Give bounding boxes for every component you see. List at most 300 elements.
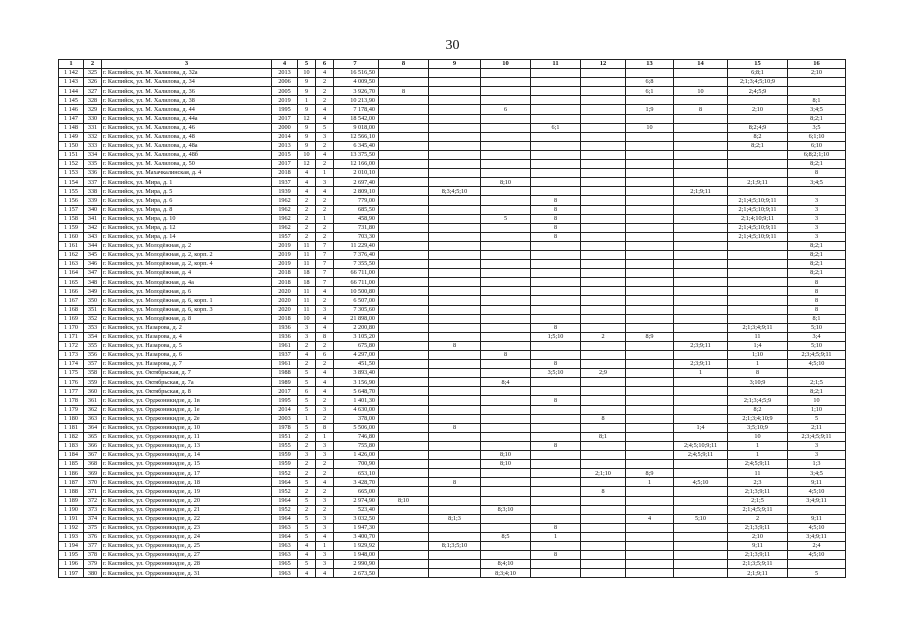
table-cell: [626, 551, 674, 560]
table-cell: [581, 296, 626, 305]
table-cell: 376: [84, 532, 102, 541]
table-cell: 1962: [272, 223, 298, 232]
table-cell: 1964: [272, 496, 298, 505]
table-row: [59, 551, 846, 560]
table-cell: [626, 341, 674, 350]
table-cell: 327: [84, 87, 102, 96]
table-cell: [429, 432, 481, 441]
table-cell: 1 142: [59, 69, 84, 78]
table-cell: 3: [788, 441, 846, 450]
column-header: 11: [531, 60, 581, 69]
table-cell: [481, 514, 531, 523]
table-cell: 4: [298, 178, 316, 187]
table-cell: [429, 505, 481, 514]
table-cell: [626, 287, 674, 296]
table-row: [59, 150, 846, 159]
table-cell: 8;4;10: [481, 560, 531, 569]
table-cell: [674, 114, 728, 123]
table-row: [59, 96, 846, 105]
column-header: 7: [334, 60, 379, 69]
table-cell: 3: [788, 214, 846, 223]
table-row: [59, 323, 846, 332]
table-cell: 363: [84, 414, 102, 423]
table-cell: 1963: [272, 541, 298, 550]
table-cell: 1;10: [788, 405, 846, 414]
table-cell: 1 181: [59, 423, 84, 432]
table-row: [59, 223, 846, 232]
table-cell: 2: [298, 469, 316, 478]
table-cell: 1 173: [59, 351, 84, 360]
table-cell: [379, 69, 429, 78]
table-cell: 369: [84, 469, 102, 478]
table-cell: [788, 87, 846, 96]
table-cell: 1 147: [59, 114, 84, 123]
table-cell: [379, 569, 429, 578]
table-cell: 2017: [272, 160, 298, 169]
table-row: [59, 469, 846, 478]
table-cell: [626, 441, 674, 450]
table-cell: 5: [298, 532, 316, 541]
table-cell: 6;10: [788, 141, 846, 150]
table-cell: г. Каспийск, ул. Молодёжная, д. 6, корп. 3: [102, 305, 272, 314]
table-cell: [728, 96, 788, 105]
table-cell: [481, 96, 531, 105]
table-cell: [481, 114, 531, 123]
table-cell: [674, 387, 728, 396]
table-row: [59, 141, 846, 150]
table-cell: г. Каспийск, ул. Назарова, д. 2: [102, 323, 272, 332]
table-cell: 370: [84, 478, 102, 487]
table-cell: 1: [728, 360, 788, 369]
table-row: [59, 378, 846, 387]
table-cell: [379, 378, 429, 387]
column-header: 5: [298, 60, 316, 69]
table-cell: 2;1;4;5;10;9;11: [728, 205, 788, 214]
table-cell: 8: [531, 196, 581, 205]
table-cell: 1951: [272, 432, 298, 441]
table-cell: [481, 369, 531, 378]
table-cell: [429, 469, 481, 478]
table-cell: 8: [316, 423, 334, 432]
table-cell: [429, 323, 481, 332]
table-cell: 5;10: [788, 323, 846, 332]
table-cell: [379, 260, 429, 269]
table-cell: 12 566,10: [334, 132, 379, 141]
table-cell: [379, 387, 429, 396]
table-cell: [626, 396, 674, 405]
table-cell: [674, 523, 728, 532]
table-cell: [626, 387, 674, 396]
table-cell: 9;11: [788, 478, 846, 487]
table-cell: 3: [788, 223, 846, 232]
table-cell: [379, 469, 429, 478]
table-cell: [626, 278, 674, 287]
table-cell: 3: [788, 196, 846, 205]
table-cell: 2 200,80: [334, 323, 379, 332]
table-cell: 1 193: [59, 532, 84, 541]
table-cell: 2003: [272, 414, 298, 423]
table-cell: 1 177: [59, 387, 84, 396]
table-cell: 2;1;4;5;10;9;11: [728, 232, 788, 241]
table-row: [59, 178, 846, 187]
table-cell: [379, 423, 429, 432]
table-cell: г. Каспийск, ул. М. Халилова, д. 48: [102, 132, 272, 141]
table-cell: [581, 250, 626, 259]
table-cell: [429, 441, 481, 450]
table-row: [59, 396, 846, 405]
table-cell: [379, 351, 429, 360]
table-cell: 3: [316, 523, 334, 532]
table-row: [59, 269, 846, 278]
table-cell: 5: [298, 369, 316, 378]
table-cell: 2;1;3;9;11: [728, 551, 788, 560]
table-cell: [728, 250, 788, 259]
table-cell: 1955: [272, 441, 298, 450]
table-cell: 358: [84, 369, 102, 378]
table-cell: 2020: [272, 296, 298, 305]
table-row: [59, 296, 846, 305]
table-cell: [626, 169, 674, 178]
table-cell: 1 161: [59, 241, 84, 250]
table-cell: [728, 169, 788, 178]
column-header: 10: [481, 60, 531, 69]
table-cell: 2;1;3;4;9;11: [728, 323, 788, 332]
table-cell: г. Каспийск, ул. Мира, д. 6: [102, 196, 272, 205]
table-cell: [481, 169, 531, 178]
table-cell: [626, 505, 674, 514]
table-cell: 3: [316, 178, 334, 187]
table-cell: 1 155: [59, 187, 84, 196]
table-cell: 8;2;1: [788, 250, 846, 259]
table-cell: [379, 169, 429, 178]
table-cell: 1: [531, 532, 581, 541]
table-cell: 2: [316, 396, 334, 405]
table-cell: 1964: [272, 514, 298, 523]
table-cell: [626, 114, 674, 123]
table-row: [59, 278, 846, 287]
table-cell: г. Каспийск, ул. Молодёжная, д. 2, корп. 2: [102, 250, 272, 259]
table-cell: 332: [84, 132, 102, 141]
table-cell: [674, 487, 728, 496]
table-cell: 1: [316, 541, 334, 550]
table-cell: [788, 78, 846, 87]
table-cell: [429, 223, 481, 232]
table-cell: 1 163: [59, 260, 84, 269]
table-cell: [429, 296, 481, 305]
table-cell: [429, 232, 481, 241]
table-cell: [429, 69, 481, 78]
table-cell: 746,80: [334, 432, 379, 441]
table-cell: [674, 178, 728, 187]
table-cell: [674, 278, 728, 287]
table-cell: 5: [298, 405, 316, 414]
table-cell: [429, 460, 481, 469]
table-cell: [379, 160, 429, 169]
table-cell: [626, 369, 674, 378]
table-cell: г. Каспийск, ул. Назарова, д. 5: [102, 341, 272, 350]
table-cell: [674, 241, 728, 250]
table-cell: [626, 405, 674, 414]
table-cell: 11: [728, 469, 788, 478]
table-cell: 351: [84, 305, 102, 314]
table-cell: 21 898,00: [334, 314, 379, 323]
table-cell: г. Каспийск, ул. Молодёжная, д. 4: [102, 269, 272, 278]
table-cell: [531, 250, 581, 259]
column-header: 8: [379, 60, 429, 69]
column-header: 4: [272, 60, 298, 69]
table-cell: 2;1;5: [728, 496, 788, 505]
table-cell: г. Каспийск, ул. Орджоникидзе, д. 13: [102, 441, 272, 450]
table-cell: [674, 232, 728, 241]
table-cell: [379, 250, 429, 259]
table-cell: 2;1;4;5;10;9;11: [728, 196, 788, 205]
table-cell: 8: [531, 323, 581, 332]
table-cell: 1959: [272, 460, 298, 469]
table-cell: [674, 532, 728, 541]
table-cell: 2019: [272, 96, 298, 105]
table-cell: 1 426,00: [334, 451, 379, 460]
table-cell: 2: [316, 469, 334, 478]
table-cell: [481, 160, 531, 169]
table-cell: г. Каспийск, ул. Молодёжная, д. 2: [102, 241, 272, 250]
table-cell: [531, 69, 581, 78]
table-cell: [429, 351, 481, 360]
table-cell: 7: [316, 241, 334, 250]
table-cell: 1 179: [59, 405, 84, 414]
table-cell: 8: [531, 223, 581, 232]
table-cell: [581, 323, 626, 332]
table-cell: 2: [316, 141, 334, 150]
table-cell: [626, 196, 674, 205]
table-cell: 1995: [272, 396, 298, 405]
table-cell: 1 164: [59, 269, 84, 278]
table-row: [59, 287, 846, 296]
table-cell: [581, 114, 626, 123]
table-cell: 2 673,50: [334, 569, 379, 578]
table-cell: г. Каспийск, ул. Орджоникидзе, д. 15: [102, 460, 272, 469]
table-cell: [531, 178, 581, 187]
table-cell: 1 152: [59, 160, 84, 169]
table-cell: 6;8: [626, 78, 674, 87]
table-cell: 6;1;10: [788, 132, 846, 141]
table-cell: 360: [84, 387, 102, 396]
table-cell: [728, 278, 788, 287]
table-cell: 3: [316, 514, 334, 523]
table-cell: 9;11: [788, 514, 846, 523]
table-row: [59, 305, 846, 314]
table-cell: [481, 69, 531, 78]
table-row: [59, 514, 846, 523]
table-cell: [429, 360, 481, 369]
table-cell: 2;1;3;9;11: [728, 487, 788, 496]
table-cell: [626, 432, 674, 441]
table-cell: [379, 396, 429, 405]
table-cell: [581, 150, 626, 159]
table-cell: 379: [84, 560, 102, 569]
table-row: [59, 114, 846, 123]
table-cell: [531, 187, 581, 196]
table-cell: 10: [674, 87, 728, 96]
table-cell: 353: [84, 323, 102, 332]
table-cell: [626, 305, 674, 314]
table-cell: 2;10: [728, 532, 788, 541]
table-cell: [531, 105, 581, 114]
table-cell: 2;3;4;5;9;11: [788, 432, 846, 441]
table-cell: [626, 69, 674, 78]
table-row: [59, 260, 846, 269]
table-cell: [581, 160, 626, 169]
table-cell: 1962: [272, 205, 298, 214]
table-cell: [429, 160, 481, 169]
table-cell: 2: [316, 232, 334, 241]
table-cell: [788, 369, 846, 378]
table-cell: [581, 69, 626, 78]
table-cell: 3 156,90: [334, 378, 379, 387]
table-cell: [429, 369, 481, 378]
table-cell: 8: [316, 332, 334, 341]
table-cell: 4;5;10: [788, 487, 846, 496]
table-cell: 3: [788, 232, 846, 241]
table-cell: [429, 150, 481, 159]
table-cell: [581, 360, 626, 369]
table-cell: 4 630,00: [334, 405, 379, 414]
table-cell: [581, 314, 626, 323]
table-cell: [626, 241, 674, 250]
table-cell: [429, 332, 481, 341]
table-row: [59, 250, 846, 259]
table-cell: 2;1;4;5;9;11: [728, 505, 788, 514]
table-cell: 355: [84, 341, 102, 350]
table-cell: 8: [531, 551, 581, 560]
table-cell: 8;10: [481, 451, 531, 460]
table-cell: [379, 432, 429, 441]
table-cell: 1952: [272, 505, 298, 514]
table-cell: 2: [298, 232, 316, 241]
table-cell: 10: [298, 314, 316, 323]
table-cell: 7: [316, 278, 334, 287]
table-cell: 2013: [272, 141, 298, 150]
table-cell: [626, 132, 674, 141]
table-cell: 11: [298, 260, 316, 269]
table-cell: 331: [84, 123, 102, 132]
table-cell: [626, 160, 674, 169]
table-cell: [531, 560, 581, 569]
table-cell: [379, 123, 429, 132]
table-cell: 523,40: [334, 505, 379, 514]
table-cell: 8: [429, 478, 481, 487]
table-cell: [429, 96, 481, 105]
table-cell: г. Каспийск, ул. Орджоникидзе, д. 27: [102, 551, 272, 560]
table-cell: [481, 405, 531, 414]
table-cell: [429, 114, 481, 123]
table-cell: 8;2;4;9: [728, 123, 788, 132]
table-cell: [674, 496, 728, 505]
table-cell: 2: [316, 196, 334, 205]
table-cell: 2018: [272, 169, 298, 178]
table-cell: [674, 141, 728, 150]
table-cell: [481, 150, 531, 159]
table-cell: 8;3;4;5;10: [429, 187, 481, 196]
table-cell: [674, 169, 728, 178]
table-cell: 9: [298, 105, 316, 114]
table-cell: 1 178: [59, 396, 84, 405]
table-cell: 8: [788, 278, 846, 287]
table-cell: 374: [84, 514, 102, 523]
table-cell: 3;5;10;9: [728, 423, 788, 432]
table-cell: 2019: [272, 241, 298, 250]
table-cell: [531, 414, 581, 423]
table-cell: 2: [316, 223, 334, 232]
table-cell: [581, 305, 626, 314]
table-cell: 4: [316, 150, 334, 159]
table-cell: [429, 241, 481, 250]
table-cell: 7: [316, 269, 334, 278]
table-cell: [481, 523, 531, 532]
table-cell: [379, 132, 429, 141]
table-cell: г. Каспийск, ул. Молодёжная, д. 4а: [102, 278, 272, 287]
table-cell: 685,50: [334, 205, 379, 214]
table-cell: 5: [298, 514, 316, 523]
table-cell: 10: [298, 69, 316, 78]
table-cell: 7 355,50: [334, 260, 379, 269]
table-cell: 1 171: [59, 332, 84, 341]
table-cell: 4;5;10: [788, 523, 846, 532]
table-cell: 352: [84, 314, 102, 323]
table-cell: 8: [481, 351, 531, 360]
table-cell: [674, 351, 728, 360]
table-cell: 2 010,10: [334, 169, 379, 178]
table-cell: [674, 305, 728, 314]
table-cell: 2;1;4;5;10;9;11: [728, 223, 788, 232]
table-row: [59, 569, 846, 578]
table-cell: [429, 405, 481, 414]
table-cell: 8: [531, 441, 581, 450]
table-cell: 326: [84, 78, 102, 87]
table-cell: [581, 341, 626, 350]
table-cell: [429, 205, 481, 214]
table-cell: [581, 269, 626, 278]
table-cell: 3 428,70: [334, 478, 379, 487]
table-cell: [626, 560, 674, 569]
table-cell: [379, 541, 429, 550]
table-cell: 1962: [272, 196, 298, 205]
table-cell: г. Каспийск, ул. Орджоникидзе, д. 1е: [102, 405, 272, 414]
table-cell: г. Каспийск, ул. Мира, д. 12: [102, 223, 272, 232]
table-cell: 9: [298, 78, 316, 87]
table-cell: [674, 250, 728, 259]
table-cell: [626, 223, 674, 232]
table-cell: [429, 250, 481, 259]
table-cell: 9 018,00: [334, 123, 379, 132]
table-cell: 333: [84, 141, 102, 150]
table-cell: 458,90: [334, 214, 379, 223]
table-cell: 8: [429, 341, 481, 350]
table-cell: г. Каспийск, ул. Орджоникидзе, д. 31: [102, 569, 272, 578]
table-cell: 1: [728, 441, 788, 450]
table-cell: 18: [298, 278, 316, 287]
table-cell: 8;10: [379, 496, 429, 505]
table-cell: [581, 132, 626, 141]
table-cell: г. Каспийск, ул. Молодёжная, д. 6, корп. 1: [102, 296, 272, 305]
table-cell: [531, 569, 581, 578]
table-cell: г. Каспийск, ул. Октябрьская, д. 8: [102, 387, 272, 396]
table-cell: [674, 269, 728, 278]
table-cell: 3;4;5: [788, 105, 846, 114]
table-cell: 1 153: [59, 169, 84, 178]
table-cell: [728, 269, 788, 278]
table-cell: [531, 478, 581, 487]
table-cell: [674, 78, 728, 87]
